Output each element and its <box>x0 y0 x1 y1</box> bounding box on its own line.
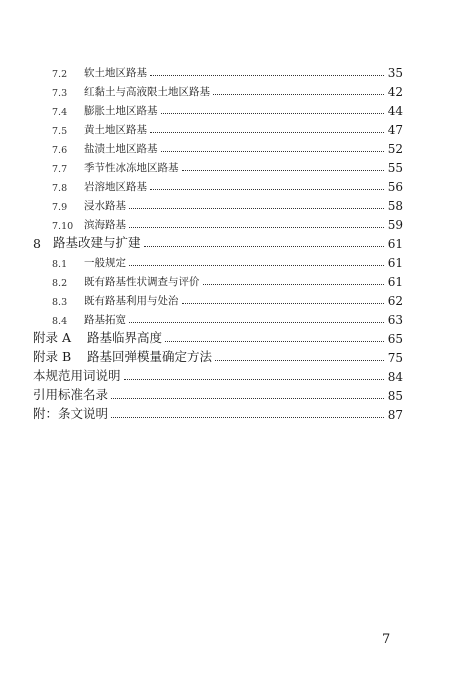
toc-entry-referenced-standards[interactable] <box>33 383 403 403</box>
toc-entry-number: 7.5 <box>52 126 68 137</box>
dot-leader <box>203 283 385 285</box>
toc-entry-7-3[interactable] <box>52 79 403 99</box>
toc-entry-number: 7.9 <box>52 202 68 213</box>
toc-entry-title: 引用标准名录 <box>33 387 109 402</box>
toc-entry-terminology[interactable] <box>33 364 403 384</box>
dot-leader <box>161 150 385 152</box>
dot-leader <box>182 169 385 171</box>
toc-entry-page: 87 <box>387 408 403 422</box>
toc-entry-number: 7.8 <box>52 183 68 194</box>
toc-entry-title: 本规范用词说明 <box>33 368 121 383</box>
toc-entry-7-6[interactable] <box>52 136 403 156</box>
toc-entry-title: 膨胀土地区路基 <box>84 105 158 117</box>
toc-entry-title: 附：条文说明 <box>33 406 109 421</box>
toc-entry-7-8[interactable] <box>52 174 403 194</box>
toc-entry-number: 8.3 <box>52 297 68 308</box>
toc-entry-title: 路基拓宽 <box>84 314 126 326</box>
toc-entry-page: 65 <box>387 332 403 346</box>
toc-entry-page: 84 <box>387 370 403 384</box>
dot-leader <box>182 302 385 304</box>
toc-entry-page: 59 <box>387 218 403 232</box>
toc-entry-title: 滨海路基 <box>84 219 126 231</box>
toc-entry-7-7[interactable] <box>52 155 403 175</box>
toc-entry-chapter-8[interactable] <box>33 231 403 251</box>
dot-leader <box>165 340 384 342</box>
toc-entry-appendix-a[interactable] <box>33 326 403 346</box>
toc-entry-page: 61 <box>387 237 403 251</box>
toc-entry-number: 附录 A <box>33 330 72 345</box>
dot-leader <box>161 112 385 114</box>
toc-entry-page: 61 <box>387 275 403 289</box>
toc-entry-title: 岩溶地区路基 <box>84 181 147 193</box>
toc-entry-title: 黄土地区路基 <box>84 124 147 136</box>
toc-entry-number: 附录 B <box>33 349 72 364</box>
toc-entry-8-1[interactable] <box>52 250 403 270</box>
toc-entry-number: 7.3 <box>52 88 68 99</box>
toc-entry-number: 8.4 <box>52 316 68 327</box>
toc-entry-page: 47 <box>387 123 403 137</box>
dot-leader <box>129 321 384 323</box>
toc-entry-8-4[interactable] <box>52 307 403 327</box>
toc-entry-7-9[interactable] <box>52 193 403 213</box>
toc-entry-page: 55 <box>387 161 403 175</box>
toc-entry-title: 既有路基性状调查与评价 <box>84 276 200 288</box>
dot-leader <box>150 188 384 190</box>
toc-entry-number: 7.7 <box>52 164 68 175</box>
dot-leader <box>129 264 384 266</box>
toc-entry-number: 8.2 <box>52 278 68 289</box>
toc-entry-number: 8 <box>33 236 41 251</box>
toc-entry-title: 浸水路基 <box>84 200 126 212</box>
toc-entry-7-10[interactable] <box>52 212 403 232</box>
toc-entry-title: 季节性冰冻地区路基 <box>84 162 179 174</box>
dot-leader <box>129 207 384 209</box>
toc-entry-7-2[interactable] <box>52 60 403 80</box>
toc-entry-number: 7.6 <box>52 145 68 156</box>
dot-leader <box>111 416 384 418</box>
toc-entry-page: 63 <box>387 313 403 327</box>
toc-entry-number: 8.1 <box>52 259 68 270</box>
toc-entry-title: 路基临界高度 <box>87 330 163 345</box>
toc-entry-page: 52 <box>387 142 403 156</box>
toc-entry-7-4[interactable] <box>52 98 403 118</box>
dot-leader <box>111 397 384 399</box>
toc-entry-number: 7.4 <box>52 107 68 118</box>
toc-entry-page: 58 <box>387 199 403 213</box>
dot-leader <box>150 131 384 133</box>
dot-leader <box>213 93 384 95</box>
toc-entry-8-3[interactable] <box>52 288 403 308</box>
toc-entry-page: 61 <box>387 256 403 270</box>
toc-entry-page: 35 <box>387 66 403 80</box>
toc-entry-title: 软土地区路基 <box>84 67 147 79</box>
toc-entry-page: 56 <box>387 180 403 194</box>
toc-entry-title: 既有路基利用与处治 <box>84 295 179 307</box>
page-number: 7 <box>382 632 391 647</box>
toc-entry-commentary[interactable] <box>33 402 403 422</box>
toc-entry-page: 75 <box>387 351 403 365</box>
dot-leader <box>144 245 384 247</box>
toc-entry-number: 7.2 <box>52 69 68 80</box>
toc-entry-page: 62 <box>387 294 403 308</box>
toc-entry-title: 路基回弹模量确定方法 <box>87 349 213 364</box>
toc-entry-title: 盐渍土地区路基 <box>84 143 158 155</box>
toc-entry-appendix-b[interactable] <box>33 345 403 365</box>
toc-entry-page: 85 <box>387 389 403 403</box>
dot-leader <box>215 359 384 361</box>
toc-entry-page: 42 <box>387 85 403 99</box>
toc-entry-8-2[interactable] <box>52 269 403 289</box>
dot-leader <box>150 74 384 76</box>
toc-entry-number: 7.10 <box>52 221 74 232</box>
toc-entry-title: 红黏土与高液限土地区路基 <box>84 86 210 98</box>
toc-entry-page: 44 <box>387 104 403 118</box>
toc-entry-7-5[interactable] <box>52 117 403 137</box>
toc-entry-title: 路基改建与扩建 <box>53 235 141 250</box>
dot-leader <box>124 378 384 380</box>
dot-leader <box>129 226 384 228</box>
toc-entry-title: 一般规定 <box>84 257 126 269</box>
